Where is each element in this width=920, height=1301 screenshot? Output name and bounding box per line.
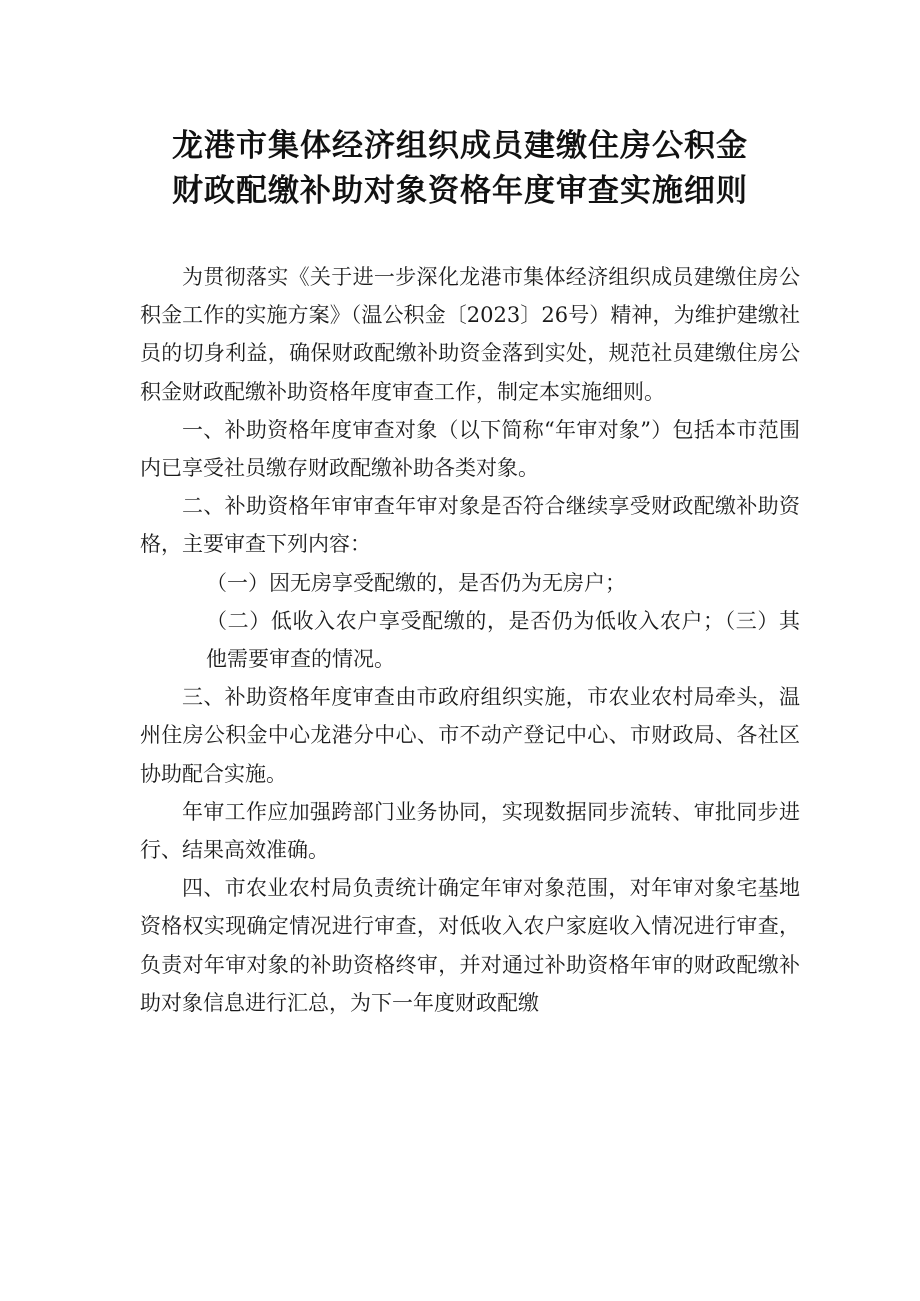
document-title-line-2: 财政配缴补助对象资格年度审查实施细则 bbox=[172, 173, 748, 209]
paragraph-section-3: 三、补助资格年度审查由市政府组织实施，市农业农村局牵头，温州住房公积金中心龙港分中心、市不动产登记中心、市财政局、各社区协助配合实施。 bbox=[140, 685, 800, 786]
paragraph-section-2: 二、补助资格年审审查年审对象是否符合继续享受财政配缴补助资格，主要审查下列内容： bbox=[140, 494, 800, 557]
paragraph-section-4: 四、市农业农村局负责统计确定年审对象范围，对年审对象宅基地资格权实现确定情况进行审查，对低收入农户家庭收入情况进行审查，负责对年审对象的补助资格终审，并对通过补助资格年审的财政配缴补助对象信息进行汇总，为下一年度财政配缴 bbox=[140, 876, 800, 1015]
document-title-line-1: 龙港市集体经济组织成员建缴住房公积金 bbox=[172, 128, 748, 164]
paragraph-item-1: （一）因无房享受配缴的，是否仍为无房户； bbox=[206, 570, 626, 595]
paragraph-section-3-note: 年审工作应加强跨部门业务协同，实现数据同步流转、审批同步进行、结果高效准确。 bbox=[140, 799, 800, 863]
paragraph-item-2-3: （二）低收入农户享受配缴的，是否仍为低收入农户；（三）其他需要审查的情况。 bbox=[206, 608, 800, 672]
paragraph-preamble: 为贯彻落实《关于进一步深化龙港市集体经济组织成员建缴住房公积金工作的实施方案》（温公积金〔2023〕26号）精神，为维护建缴社员的切身利益，确保财政配缴补助资金落到实处，规范社员建缴住房公积金财政配缴补助资格年度审查工作，制定本实施细则。 bbox=[140, 265, 800, 404]
document-body bbox=[140, 258, 800, 1022]
paragraph-section-1: 一、补助资格年度审查对象（以下简称“年审对象”）包括本市范围内已享受社员缴存财政配缴补助各类对象。 bbox=[140, 417, 800, 481]
